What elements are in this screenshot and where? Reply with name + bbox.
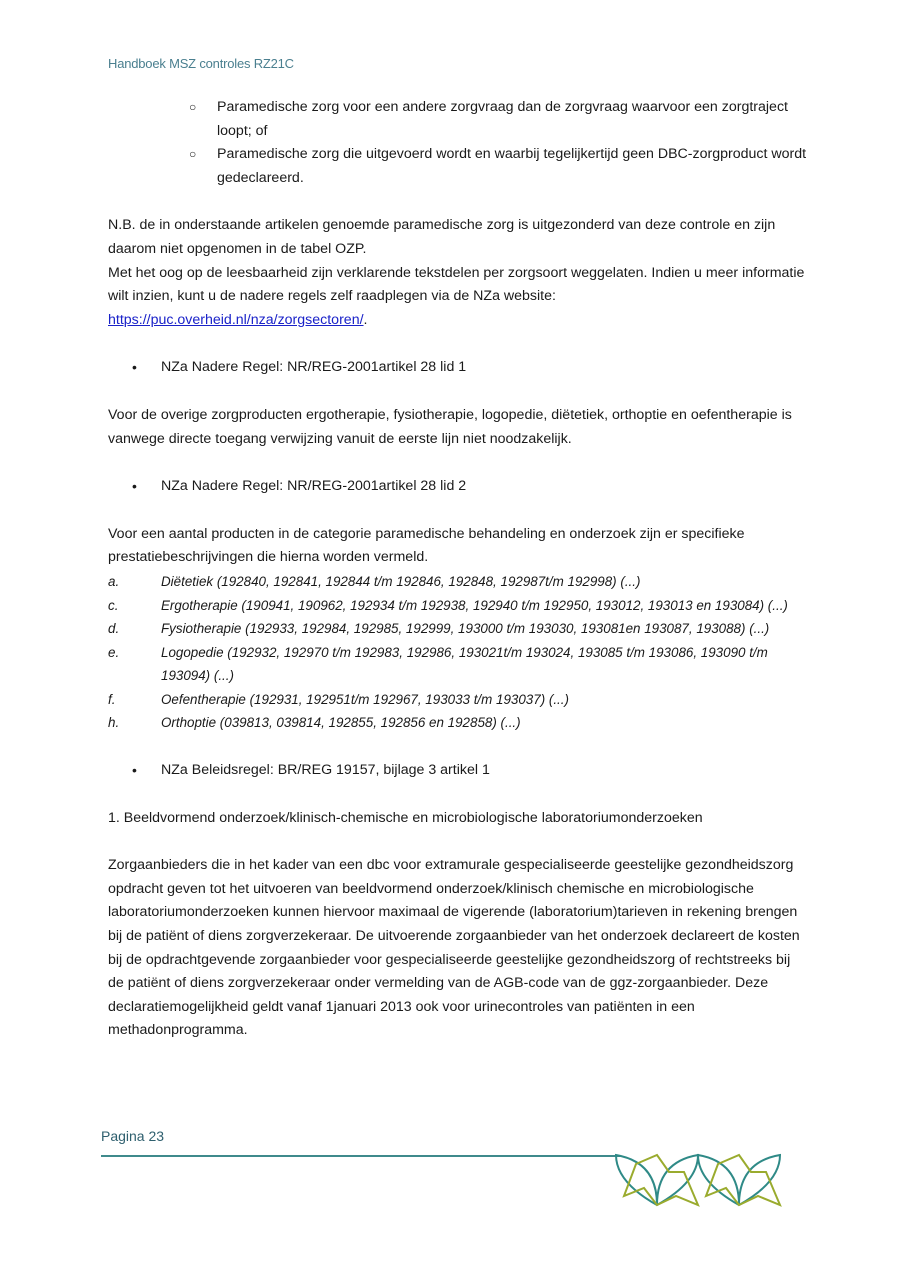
list-text: Oefentherapie (192931, 192951t/m 192967, 193033 t/m 193037) (...) [161,691,569,707]
list-item [108,617,808,641]
rule-text: NZa Nadere Regel: NR/REG-2001artikel 28 lid 1 [161,359,467,376]
footer-logo-icon [614,1152,794,1208]
page-number: Pagina 23 [101,1128,165,1144]
product-list [108,570,808,735]
list-text: Diëtetiek (192840, 192841, 192844 t/m 192846, 192848, 192987t/m 192998) (...) [161,573,641,589]
list-text: Fysiotherapie (192933, 192984, 192985, 192999, 193000 t/m 193030, 193081en 193087, 193088) (...) [161,621,770,637]
list-item [108,594,808,618]
running-header: Handboek MSZ controles RZ21C [108,56,294,71]
list-text: Logopedie (192932, 192970 t/m 192983, 192986, 193021t/m 193024, 193085 t/m 193086, 193090 t/m 193094) (...) [161,644,768,684]
rule-reference-3 [108,759,808,783]
sub-item-list [108,96,808,190]
footer-divider [101,1155,621,1157]
readability-paragraph [108,262,808,333]
paragraph-laboratory: Zorgaanbieders die in het kader van een dbc voor extramurale gespecialiseerde geestelijke gezondheidszorg opdracht geven tot het uitvoeren van beeldvormend onderzoek/klinisch chemische en microbiologische laboratoriumonderzoeken kunnen hiervoor maximaal de vigerende (laboratorium)tarieven in rekening brengen bij de patiënt of diens zorgverzekeraar. De uitvoerende zorgaanbieder van het onderzoek declareert de kosten bij de opdrachtgevende zorgaanbieder voor gespecialiseerde geestelijke gezondheidszorg of rechtstreeks bij de patiënt of diens zorgverzekeraar onder vermelding van de AGB-code van de ggz-zorgaanbieder. Deze declaratiemogelijkheid geldt vanaf 1januari 2013 ook voor urinecontroles van patiënten in een methadonprogramma. [108,857,800,1039]
list-label: f. [108,691,116,707]
bullet-icon: • [132,762,137,779]
list-item [108,641,808,688]
page-body [108,96,808,1043]
bullet-icon: • [132,478,137,495]
rule-text: NZa Beleidsregel: BR/REG 19157, bijlage 3 artikel 1 [161,762,490,779]
link-suffix: . [363,311,368,328]
paragraph-direct-access: Voor de overige zorgproducten ergotherapie, fysiotherapie, logopedie, diëtetiek, orthoptie en oefentherapie is vanwege directe toegang verwijzing vanuit de eerste lijn niet noodzakelijk. [108,406,792,447]
nb-paragraph: N.B. de in onderstaande artikelen genoemde paramedische zorg is uitgezonderd van deze controle en zijn daarom niet opgenomen in de tabel OZP. [108,217,776,257]
list-label: c. [108,597,119,613]
rule-reference-2 [108,475,808,499]
bullet-icon: • [132,359,137,376]
logo-lens-shape [698,1155,780,1205]
list-item [108,570,808,594]
rule-text: NZa Nadere Regel: NR/REG-2001artikel 28 lid 2 [161,478,467,495]
rule-reference-1 [108,356,808,380]
list-text: Orthoptie (039813, 039814, 192855, 192856 en 192858) (...) [161,715,521,731]
list-label: e. [108,644,120,660]
list-label: d. [108,621,120,637]
nza-website-link[interactable]: https://puc.overheid.nl/nza/zorgsectoren/ [108,311,364,328]
paragraph-specific-descriptions: Voor een aantal producten in de categorie paramedische behandeling en onderzoek zijn er specifieke prestatiebeschrijvingen die hierna worden vermeld. [108,525,745,566]
list-item [108,711,808,735]
list-text: Ergotherapie (190941, 190962, 192934 t/m 192938, 192940 t/m 192950, 193012, 193013 en 193084) (...) [161,597,788,613]
sub-item [108,143,808,190]
sub-item-text: Paramedische zorg die uitgevoerd wordt en waarbij tegelijkertijd geen DBC-zorgproduct wordt gedeclareerd. [217,146,807,186]
sub-item-text: Paramedische zorg voor een andere zorgvraag dan de zorgvraag waarvoor een zorgtraject loopt; of [217,99,788,139]
circle-bullet-icon: ○ [189,147,197,162]
list-label: h. [108,715,120,731]
section-title: 1. Beeldvormend onderzoek/klinisch-chemische en microbiologische laboratoriumonderzoeken [108,809,703,826]
sub-item [108,96,808,143]
list-item [108,688,808,712]
circle-bullet-icon: ○ [189,100,197,114]
list-label: a. [108,573,120,589]
readability-text: Met het oog op de leesbaarheid zijn verklarende tekstdelen per zorgsoort weggelaten. Indien u meer informatie wilt inzien, kunt u de nadere regels zelf raadplegen via de NZa website: [108,264,805,305]
logo-lens-shape [616,1155,698,1205]
